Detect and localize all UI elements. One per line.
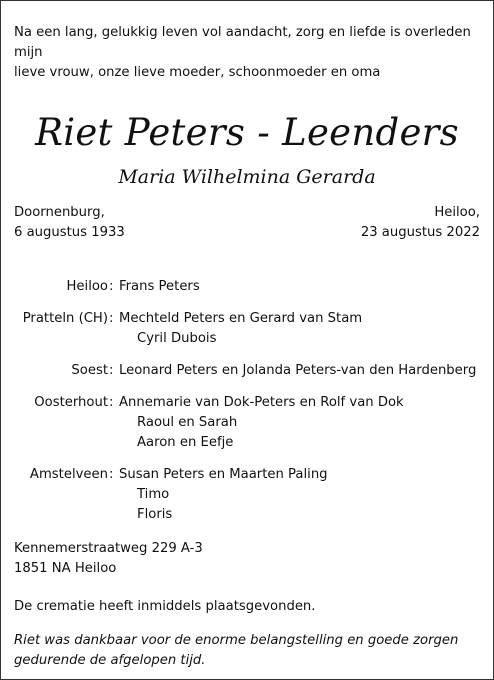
birth-death-row — [14, 203, 480, 243]
family-member: Cyril Dubois — [137, 331, 217, 346]
intro-text — [14, 23, 480, 83]
family-member: Susan Peters en Maarten Paling — [119, 467, 328, 482]
family-row — [14, 393, 480, 453]
cremation-notice: De crematie heeft inmiddels plaatsgevonden. — [14, 599, 316, 614]
intro-line-1: Na een lang, gelukkig leven vol aandacht, zorg en liefde is overleden mijn — [14, 25, 471, 60]
address-city: 1851 NA Heiloo — [14, 561, 117, 576]
family-names — [119, 361, 476, 381]
family-row — [14, 361, 480, 381]
family-member: Timo — [137, 487, 170, 502]
thanks-line-1: Riet was dankbaar voor de enorme belangstelling en goede zorgen — [14, 633, 459, 648]
deceased-name: Riet Peters - Leenders — [35, 111, 459, 154]
family-names — [119, 277, 200, 297]
address-street: Kennemerstraatweg 229 A-3 — [14, 541, 203, 556]
given-names: Maria Wilhelmina Gerarda — [118, 166, 376, 188]
birth-info — [14, 203, 125, 243]
family-member: Frans Peters — [119, 279, 200, 294]
family-place: Pratteln (CH) — [22, 311, 108, 326]
birth-date: 6 augustus 1933 — [14, 225, 125, 240]
family-row — [14, 309, 480, 349]
family-place: Heiloo — [66, 279, 108, 294]
family-row — [14, 465, 480, 525]
death-place: Heiloo, — [434, 205, 480, 220]
family-colon: : — [109, 279, 114, 294]
family-names — [119, 309, 362, 349]
family-member: Mechteld Peters en Gerard van Stam — [119, 311, 363, 326]
family-member: Floris — [137, 507, 173, 522]
family-colon: : — [109, 363, 114, 378]
family-names — [119, 465, 328, 525]
family-names — [119, 393, 404, 453]
death-date: 23 augustus 2022 — [360, 225, 480, 240]
family-member: Annemarie van Dok-Peters en Rolf van Dok — [119, 395, 404, 410]
thanks-line-2: gedurende de afgelopen tijd. — [14, 653, 206, 668]
family-row — [14, 277, 480, 297]
family-colon: : — [109, 311, 114, 326]
death-info — [361, 203, 480, 243]
family-colon: : — [109, 467, 114, 482]
family-member: Aaron en Eefje — [137, 435, 234, 450]
family-place: Oosterhout — [34, 395, 108, 410]
thanks-text — [14, 631, 480, 671]
intro-line-2: lieve vrouw, onze lieve moeder, schoonmoeder en oma — [14, 65, 381, 80]
family-place: Amstelveen — [29, 467, 108, 482]
family-list — [14, 277, 480, 525]
family-member: Raoul en Sarah — [137, 415, 238, 430]
address — [14, 539, 480, 579]
family-member: Leonard Peters en Jolanda Peters-van den Hardenberg — [119, 363, 477, 378]
family-colon: : — [109, 395, 114, 410]
family-place: Soest — [71, 363, 108, 378]
birth-place: Doornenburg, — [14, 205, 105, 220]
